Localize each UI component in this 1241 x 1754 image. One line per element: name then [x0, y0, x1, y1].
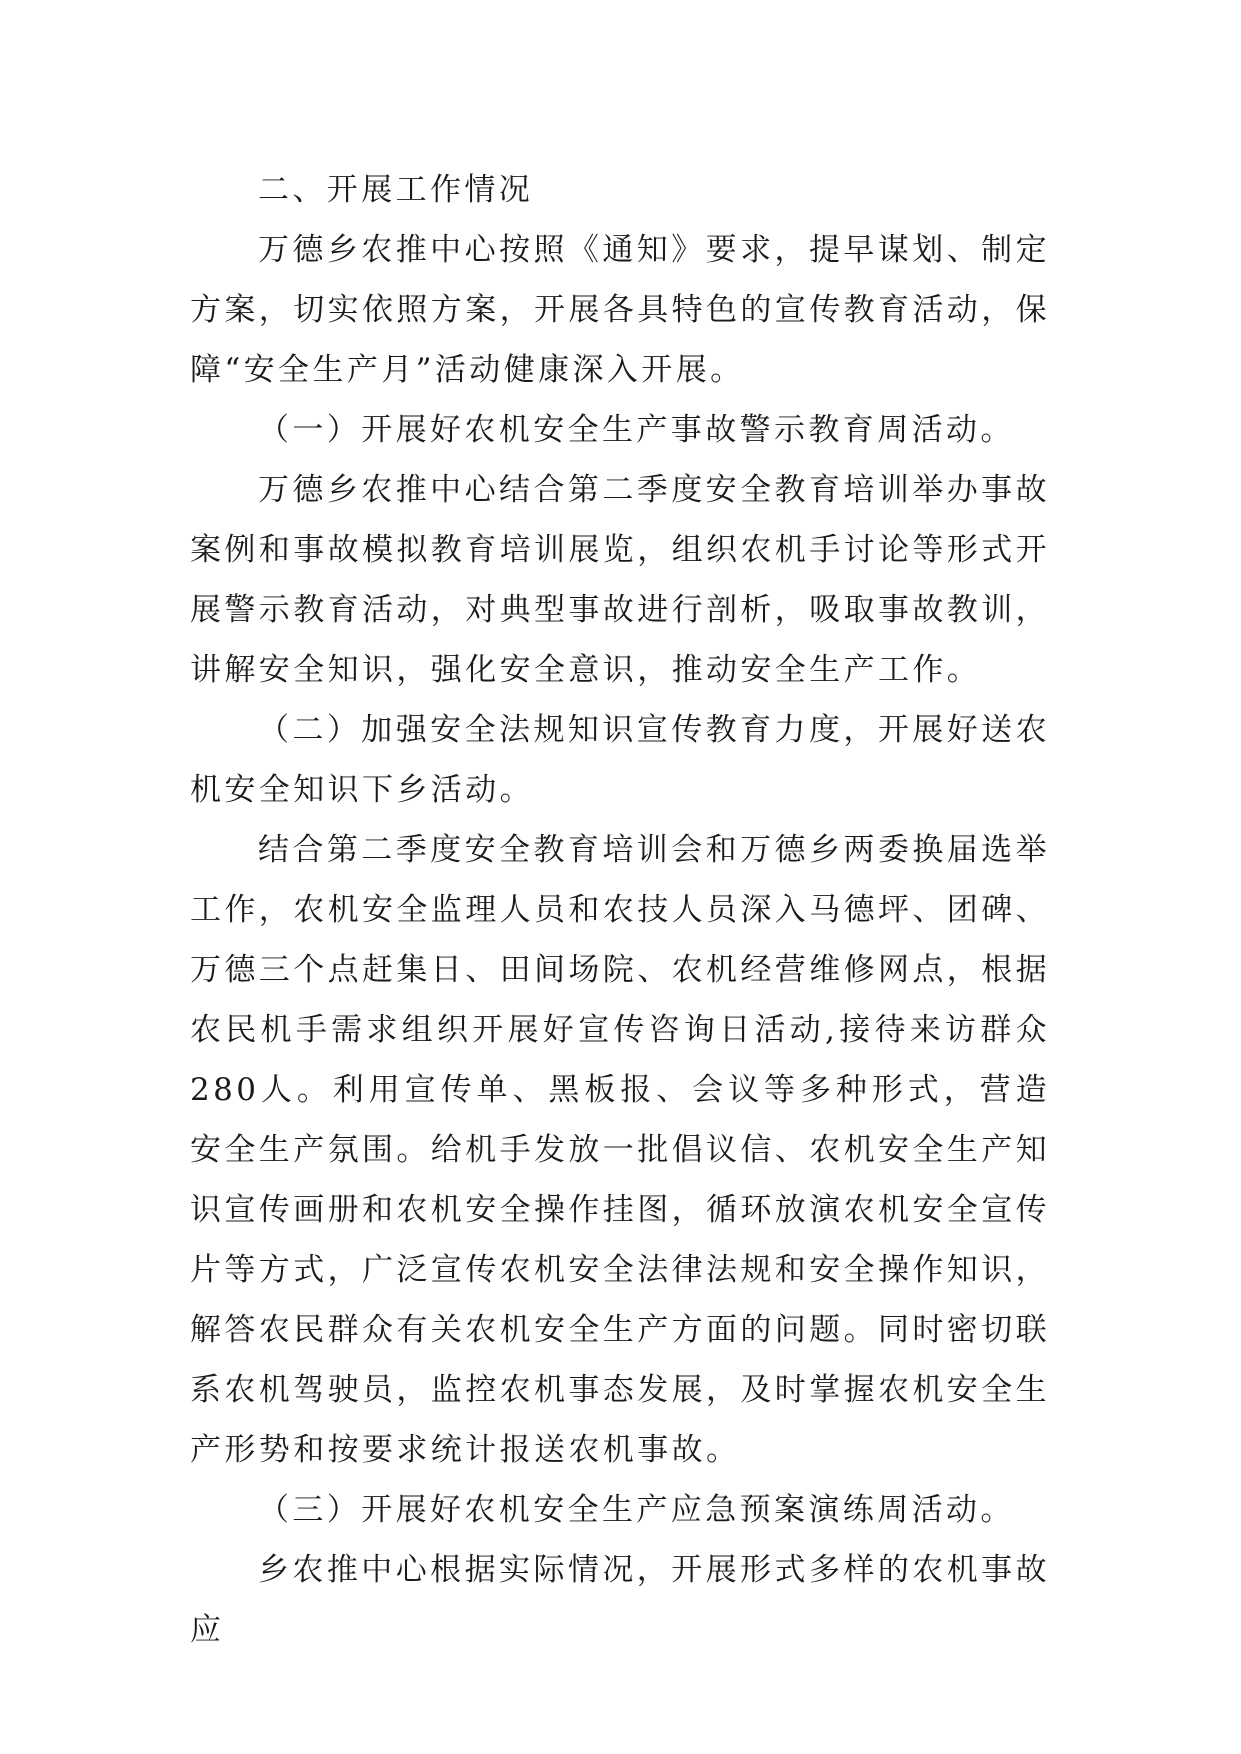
- section-heading: 二、开展工作情况: [258, 172, 534, 208]
- subsection-3-heading: （三）开展好农机安全生产应急预案演练周活动。: [258, 1492, 1015, 1528]
- intro-paragraph: 万德乡农推中心按照《通知》要求，提早谋划、制定方案，切实依照方案，开展各具特色的宣传教育活动，保障“安全生产月”活动健康深入开展。: [190, 232, 1050, 388]
- subsection-2-heading: （二）加强安全法规知识宣传教育力度，开展好送农机安全知识下乡活动。: [190, 712, 1050, 808]
- subsection-1-paragraph: 万德乡农推中心结合第二季度安全教育培训举办事故案例和事故模拟教育培训展览，组织农机手讨论等形式开展警示教育活动，对典型事故进行剖析，吸取事故教训，讲解安全知识，强化安全意识，推动安全生产工作。: [190, 472, 1050, 688]
- subsection-3-paragraph: 乡农推中心根据实际情况，开展形式多样的农机事故应: [190, 1552, 1050, 1648]
- subsection-1-heading: （一）开展好农机安全生产事故警示教育周活动。: [258, 412, 1015, 448]
- document-body: [190, 160, 1050, 1660]
- subsection-2-paragraph: 结合第二季度安全教育培训会和万德乡两委换届选举工作，农机安全监理人员和农技人员深入马德坪、团碑、万德三个点赶集日、田间场院、农机经营维修网点，根据农民机手需求组织开展好宣传咨询日活动,接待来访群众280人。利用宣传单、黑板报、会议等多种形式，营造安全生产氛围。给机手发放一批倡议信、农机安全生产知识宣传画册和农机安全操作挂图，循环放演农机安全宣传片等方式，广泛宣传农机安全法律法规和安全操作知识，解答农民群众有关农机安全生产方面的问题。同时密切联系农机驾驶员，监控农机事态发展，及时掌握农机安全生产形势和按要求统计报送农机事故。: [190, 832, 1050, 1468]
